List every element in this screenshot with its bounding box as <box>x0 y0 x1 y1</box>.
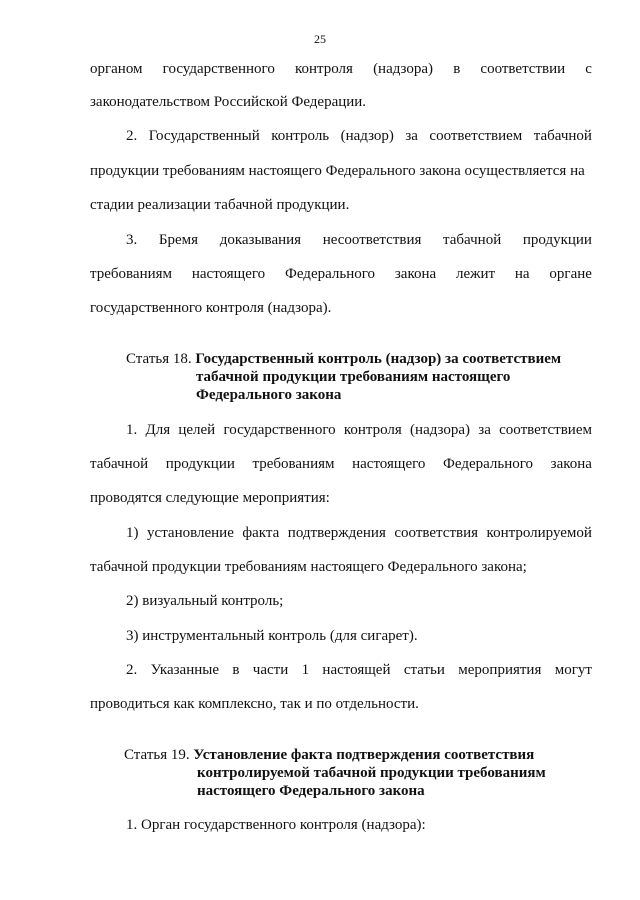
word: Государственный <box>148 128 260 144</box>
article-19-heading <box>124 746 534 764</box>
word: контроль <box>271 128 330 144</box>
word: соответствием <box>499 422 592 438</box>
text-line-8: государственного контроля (надзора). <box>90 300 332 316</box>
page-number: 25 <box>314 32 326 46</box>
text-line-7 <box>90 265 592 283</box>
word: (надзора) <box>373 61 434 77</box>
word: в <box>232 662 240 678</box>
word: требованиям <box>252 456 335 472</box>
word: (надзор) <box>340 128 394 144</box>
text-line-15: 3) инструментальный контроль (для сигарет). <box>126 628 418 644</box>
word: лежит <box>455 266 496 282</box>
article-19-label: Статья 19. <box>124 747 190 763</box>
word: табачной <box>533 128 592 144</box>
word: контролируемой <box>486 525 592 541</box>
word: закона <box>550 456 592 472</box>
word: контроля <box>343 422 402 438</box>
word: органе <box>549 266 592 282</box>
word: статьи <box>403 662 445 678</box>
word: за <box>478 422 491 438</box>
word: 1. <box>126 422 138 438</box>
word: части <box>252 662 289 678</box>
word: в <box>453 61 461 77</box>
word: Указанные <box>150 662 219 678</box>
text-line-5: стадии реализации табачной продукции. <box>90 197 350 213</box>
word: Федерального <box>285 266 376 282</box>
word: 1) <box>126 525 139 541</box>
word: за <box>405 128 418 144</box>
word: настоящей <box>322 662 391 678</box>
article-19-title-line-3: настоящего Федерального закона <box>197 783 425 799</box>
word: на <box>514 266 530 282</box>
word: мероприятия <box>458 662 542 678</box>
word: Для <box>145 422 171 438</box>
article-18-title-line-2: табачной продукции требованиям настоящего <box>196 369 511 385</box>
word: доказывания <box>219 232 302 248</box>
text-line-14: 2) визуальный контроль; <box>126 593 284 609</box>
text-line-11: проводятся следующие мероприятия: <box>90 490 330 506</box>
text-line-1 <box>90 60 592 78</box>
text-line-16 <box>126 661 592 679</box>
article-18-label: Статья 18. <box>126 351 192 367</box>
text-line-18: 1. Орган государственного контроля (надзора): <box>126 817 426 833</box>
article-18-title-line-1: Государственный контроль (надзор) за соответствием <box>195 351 562 367</box>
article-18-heading <box>126 350 561 368</box>
word: табачной <box>443 232 502 248</box>
word: органом <box>90 61 143 77</box>
text-line-2: законодательством Российской Федерации. <box>90 94 367 110</box>
article-18-title-line-3: Федерального закона <box>196 387 342 403</box>
word: табачной <box>90 456 149 472</box>
word: 3. <box>126 232 138 248</box>
word: закона <box>394 266 437 282</box>
word: настоящего <box>352 456 426 472</box>
word: подтверждения <box>287 525 386 541</box>
text-line-4: продукции требованиям настоящего Федерального закона осуществляется на <box>90 163 585 179</box>
text-line-9 <box>126 421 592 439</box>
word: соответствия <box>394 525 479 541</box>
word: факта <box>242 525 280 541</box>
word: настоящего <box>191 266 266 282</box>
text-line-13: табачной продукции требованиям настоящего Федерального закона; <box>90 559 527 575</box>
word: требованиям <box>90 266 173 282</box>
word: продукции <box>522 232 592 248</box>
text-line-12 <box>126 524 592 542</box>
text-line-17: проводиться как комплексно, так и по отдельности. <box>90 696 419 712</box>
article-19-title-line-1: Установление факта подтверждения соответствия <box>193 747 535 763</box>
word: установление <box>147 525 234 541</box>
word: несоответствия <box>322 232 422 248</box>
word: (надзора) <box>410 422 471 438</box>
word: соответствием <box>429 128 523 144</box>
word: государственного <box>162 61 275 77</box>
text-line-3 <box>126 127 592 145</box>
word: целей <box>178 422 216 438</box>
word: соответствии <box>480 61 566 77</box>
text-line-6 <box>126 231 592 249</box>
word: государственного <box>223 422 336 438</box>
word: контроля <box>294 61 353 77</box>
word: Федерального <box>443 456 534 472</box>
word: продукции <box>165 456 235 472</box>
word: 2. <box>126 128 138 144</box>
word: Бремя <box>158 232 199 248</box>
word: с <box>585 61 592 77</box>
word: 1 <box>301 662 310 678</box>
text-line-10 <box>90 455 592 473</box>
word: 2. <box>126 662 138 678</box>
word: могут <box>554 662 592 678</box>
article-19-title-line-2: контролируемой табачной продукции требованиям <box>197 765 546 781</box>
